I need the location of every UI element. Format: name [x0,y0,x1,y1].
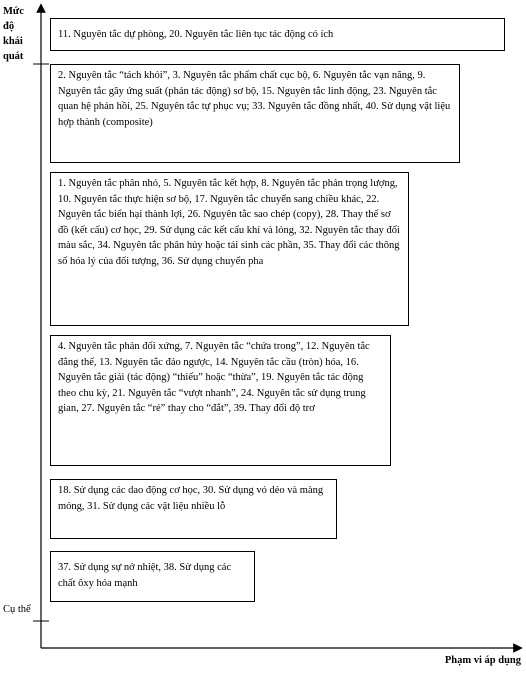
principle-box-4: 4. Nguyên tắc phản đối xứng, 7. Nguyên tắc “chứa trong”, 12. Nguyên tắc đẳng thế, 13. Nguyên tắc đảo ngược, 14. Nguyên tắc cầu (tròn) hóa, 16. Nguyên tắc giải (tác động) “thiếu” hoặc “thừa”, 19. Nguyên tắc tác động theo chu kỳ, 21. Nguyên tắc “vượt nhanh”, 24. Nguyên tắc sử dụng trung gian, 27. Nguyên tắc “rẻ” thay cho “đắt”, 39. Thay đổi độ trơ [50,335,391,466]
principle-box-3: 1. Nguyên tắc phân nhỏ, 5. Nguyên tắc kết hợp, 8. Nguyên tắc phản trọng lượng, 10. Nguyên tắc thực hiện sơ bộ, 17. Nguyên tắc chuyển sang chiều khác, 22. Nguyên tắc biến hại thành lợi, 26. Nguyên tắc sao chép (copy), 28. Thay thế sơ đồ (kết cấu) cơ học, 29. Sử dụng các kết cấu khí và lỏng, 32. Nguyên tắc thay đổi màu sắc, 34. Nguyên tắc phân hủy hoặc tái sinh các phần, 35. Thay đổi các thông số hóa lý của đối tượng, 36. Sử dụng chuyển pha [50,172,409,326]
y-axis-bottom-label: Cụ thể [3,604,31,615]
x-axis-label: Phạm vi áp dụng [444,655,521,666]
principle-box-6: 37. Sử dụng sự nở nhiệt, 38. Sử dụng các chất ôxy hóa mạnh [50,551,255,602]
principle-box-1: 11. Nguyên tắc dự phòng, 20. Nguyên tắc liên tục tác động có ích [50,18,505,51]
y-axis-label: Mức độ khái quát [3,6,24,62]
principle-box-5: 18. Sử dụng các dao động cơ học, 30. Sử dụng vỏ dẻo và màng mỏng, 31. Sử dụng các vật liệu nhiều lỗ [50,479,337,539]
principle-box-2: 2. Nguyên tắc “tách khỏi”, 3. Nguyên tắc phẩm chất cục bộ, 6. Nguyên tắc vạn năng, 9. Nguyên tắc gây ứng suất (phản tác động) sơ bộ, 15. Nguyên tắc linh động, 23. Nguyên tắc quan hệ phản hồi, 25. Nguyên tắc tự phục vụ; 33. Nguyên tắc đồng nhất, 40. Sử dụng vật liệu hợp thành (composite) [50,64,460,163]
